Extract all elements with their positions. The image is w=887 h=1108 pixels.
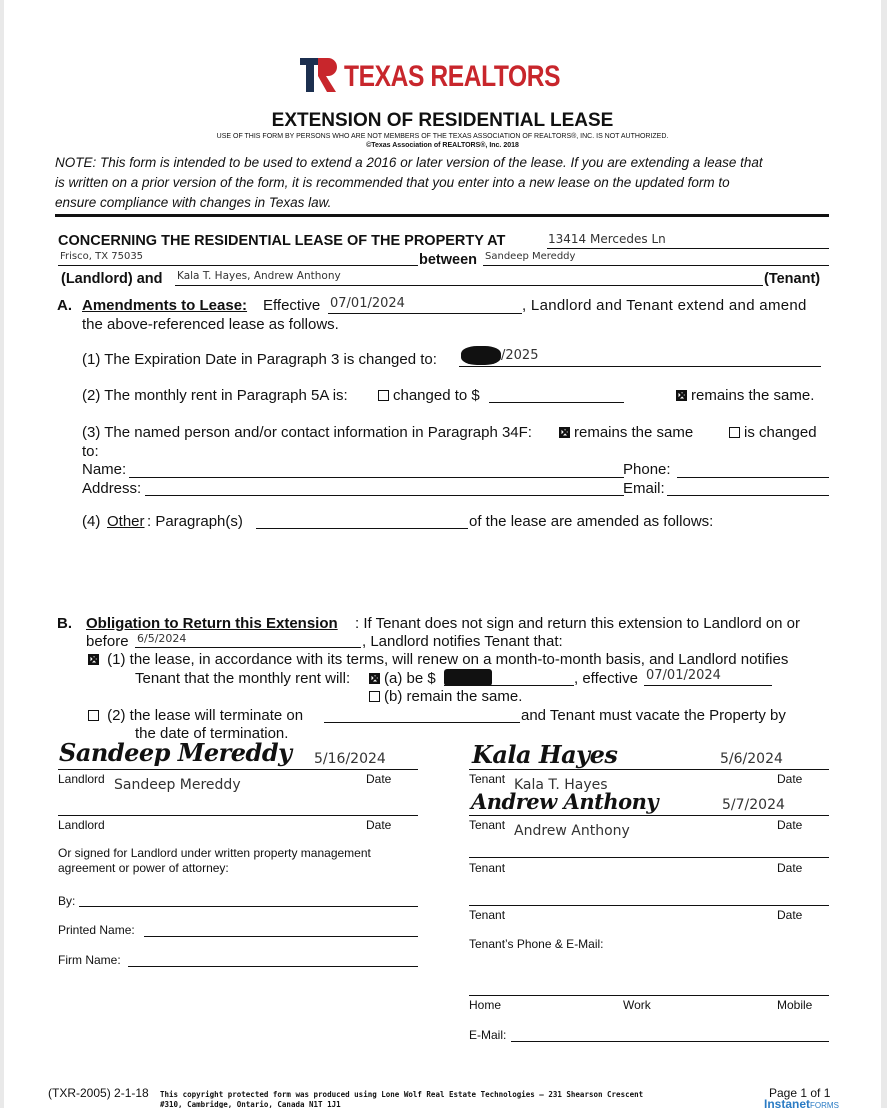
option-1a-label: (a) be $ <box>384 670 436 687</box>
option-2-rest: and Tenant must vacate the Property by <box>521 707 786 724</box>
landlord-line <box>483 265 829 266</box>
firm-name-label: Firm Name: <box>58 953 121 967</box>
expiration-line <box>459 366 821 367</box>
tenant-label-2: Tenant <box>469 818 506 832</box>
option-1-label: (1) the lease, in accordance with its terms, will renew on a month-to-month basis, and Landlord notifies <box>107 651 789 668</box>
tenant-2-signature-date[interactable]: 5/7/2024 <box>722 797 785 813</box>
producer-line-2: #310, Cambridge, Ontario, Canada N1T 1J1 <box>160 1100 341 1108</box>
landlord-sig-line <box>58 769 418 770</box>
option-1-checkbox[interactable] <box>88 654 99 665</box>
instanet-text: Instanet <box>764 1097 811 1108</box>
tenant-names-field[interactable]: Kala T. Hayes, Andrew Anthony <box>177 270 341 282</box>
tenant-email-field[interactable] <box>511 1041 829 1042</box>
tenant-date-label-4: Date <box>777 908 803 922</box>
monthly-rent-field[interactable] <box>444 685 574 686</box>
tenant-label-4: Tenant <box>469 908 506 922</box>
tenant-1-sig-line <box>469 769 829 770</box>
rent-changed-option[interactable] <box>378 387 480 404</box>
tenant-1-signature: Kala Hayes <box>472 740 618 769</box>
page-number: Page 1 of 1 <box>769 1086 831 1100</box>
landlord-and-label: (Landlord) and <box>61 271 163 287</box>
landlord-name-field[interactable]: Sandeep Mereddy <box>485 251 576 262</box>
option-2-line-2: the date of termination. <box>135 725 289 742</box>
option-1a-checkbox[interactable] <box>369 673 380 684</box>
landlord-2-sig-field[interactable] <box>58 815 418 816</box>
section-a-heading: Amendments to Lease: <box>82 297 248 314</box>
effective-label: Effective <box>263 297 321 314</box>
name-field[interactable] <box>129 477 624 478</box>
effective-b-line <box>644 685 772 686</box>
by-field[interactable] <box>79 906 418 907</box>
work-label: Work <box>623 998 651 1012</box>
section-b-text-2: , Landlord notifies Tenant that: <box>362 633 563 650</box>
tenant-contact-label: Tenant’s Phone & E-Mail: <box>469 937 604 951</box>
tenant-label-1: Tenant <box>469 772 506 786</box>
return-by-date-field[interactable]: 6/5/2024 <box>137 632 187 645</box>
item-4-other: Other <box>107 513 145 530</box>
contact-changed-checkbox[interactable] <box>729 427 740 438</box>
home-label: Home <box>469 998 502 1012</box>
concerning-label: CONCERNING THE RESIDENTIAL LEASE OF THE PROPERTY AT <box>58 233 506 249</box>
instanet-suffix: FORMS <box>810 1101 839 1108</box>
item-4-paragraphs: : Paragraph(s) <box>147 513 243 530</box>
tenant-date-label-3: Date <box>777 861 803 875</box>
rent-remains-checkbox[interactable] <box>676 390 687 401</box>
rent-changed-label: changed to $ <box>393 387 480 404</box>
option-1a[interactable] <box>369 670 436 687</box>
email-field[interactable] <box>667 495 829 496</box>
rent-amount-line <box>489 402 624 403</box>
document-page <box>4 0 881 1108</box>
tenant-2-signature: Andrew Anthony <box>471 789 659 814</box>
option-1b-checkbox[interactable] <box>369 691 380 702</box>
item-3-label: (3) The named person and/or contact information in Paragraph 34F: <box>82 424 532 441</box>
producer-line-1: This copyright protected form was produced using Lone Wolf Real Estate Technologies – 231 Shearson Crescent <box>160 1090 644 1099</box>
section-b-text-1: : If Tenant does not sign and return this extension to Landlord on or <box>355 615 801 632</box>
pm-text-1: Or signed for Landlord under written property management <box>58 846 371 860</box>
contact-remains-label: remains the same <box>574 424 694 441</box>
mobile-label: Mobile <box>777 998 813 1012</box>
rent-changed-checkbox[interactable] <box>378 390 389 401</box>
before-date-line <box>135 647 361 648</box>
tenant-1-signature-date[interactable]: 5/6/2024 <box>720 751 783 767</box>
property-address-line-1[interactable]: 13414 Mercedes Ln <box>548 232 666 246</box>
rent-remains-label: remains the same. <box>691 387 815 404</box>
section-a-text: , Landlord and Tenant extend and amend <box>522 297 807 314</box>
phone-field[interactable] <box>677 477 829 478</box>
tenant-3-sig-field[interactable] <box>469 857 829 858</box>
terminate-date-field[interactable] <box>324 722 520 723</box>
pm-text-2: agreement or power of attorney: <box>58 861 229 875</box>
landlord-signature-date[interactable]: 5/16/2024 <box>314 751 386 767</box>
item-4-rest: of the lease are amended as follows: <box>469 513 714 530</box>
option-1b-label: (b) remain the same. <box>384 688 523 705</box>
item-2-label: (2) The monthly rent in Paragraph 5A is: <box>82 387 348 404</box>
texas-realtors-logo-icon <box>300 58 340 92</box>
printed-name-label: Printed Name: <box>58 923 135 937</box>
contact-remains-option[interactable] <box>559 424 693 441</box>
tenant-date-label-1: Date <box>777 772 803 786</box>
tenant-label: (Tenant) <box>764 271 821 287</box>
tenant-email-label: E-Mail: <box>469 1028 507 1042</box>
tenant-phone-field[interactable] <box>469 995 829 996</box>
section-a-letter: A. <box>57 297 72 314</box>
tenant-line <box>175 285 763 286</box>
tenant-2-sig-line <box>469 815 829 816</box>
address-line-1 <box>547 248 829 249</box>
section-b-heading: Obligation to Return this Extension <box>86 615 338 632</box>
tenant-1-printed-name: Kala T. Hayes <box>514 777 608 793</box>
tenant-date-label-2: Date <box>777 818 803 832</box>
tenant-4-sig-field[interactable] <box>469 905 829 906</box>
landlord-signature: Sandeep Mereddy <box>59 738 292 767</box>
between-label: between <box>419 252 478 268</box>
contact-remains-checkbox[interactable] <box>559 427 570 438</box>
printed-name-field[interactable] <box>144 936 418 937</box>
item-3-to: to: <box>82 443 99 460</box>
item-1-label: (1) The Expiration Date in Paragraph 3 is changed to: <box>82 351 437 368</box>
form-id: (TXR-2005) 2-1-18 <box>48 1086 149 1100</box>
expiration-date-field[interactable]: /2025 <box>501 348 539 363</box>
option-1b[interactable] <box>369 688 522 705</box>
landlord-date-label-2: Date <box>366 818 392 832</box>
firm-name-field[interactable] <box>128 966 418 967</box>
email-label: Email: <box>623 480 665 497</box>
redaction <box>461 346 501 365</box>
note-line-2: is written on a prior version of the form, it is recommended that you enter into a new lease on the updated form to <box>55 175 730 190</box>
rent-remains-option[interactable] <box>676 387 814 404</box>
before-label: before <box>86 633 129 650</box>
name-label: Name: <box>82 461 127 478</box>
contact-changed-label: is changed <box>744 424 817 441</box>
landlord-printed-name: Sandeep Mereddy <box>114 777 241 793</box>
option-1-line-2: Tenant that the monthly rent will: <box>135 670 351 687</box>
usage-notice: USE OF THIS FORM BY PERSONS WHO ARE NOT MEMBERS OF THE TEXAS ASSOCIATION OF REALTORS®, INC. IS NOT AUTHORIZED. <box>216 133 669 140</box>
effective-label-b: , effective <box>574 670 638 687</box>
property-address-line-2[interactable]: Frisco, TX 75035 <box>60 251 144 262</box>
effective-line <box>328 313 522 314</box>
tenant-2-printed-name: Andrew Anthony <box>514 823 630 839</box>
effective-date-b-field[interactable]: 07/01/2024 <box>646 668 721 683</box>
form-title: EXTENSION OF RESIDENTIAL LEASE <box>271 110 614 131</box>
tenant-label-3: Tenant <box>469 861 506 875</box>
paragraphs-field[interactable] <box>256 528 468 529</box>
address-field[interactable] <box>145 495 624 496</box>
option-2-checkbox[interactable] <box>88 710 99 721</box>
brand-name: TEXAS REALTORS <box>344 60 561 93</box>
phone-label: Phone: <box>623 461 671 478</box>
landlord-date-label-1: Date <box>366 772 392 786</box>
by-label: By: <box>58 894 76 908</box>
divider <box>55 214 829 217</box>
instanet-logo <box>764 1097 839 1108</box>
section-a-text-2: the above-referenced lease as follows. <box>82 316 339 333</box>
option-2-label: (2) the lease will terminate on <box>107 707 304 724</box>
address-line-2 <box>58 265 418 266</box>
landlord-label-2: Landlord <box>58 818 105 832</box>
redaction <box>444 669 492 686</box>
section-b-letter: B. <box>57 615 72 632</box>
address-label: Address: <box>82 480 142 497</box>
note-line-3: ensure compliance with changes in Texas law. <box>55 195 332 210</box>
copyright: ©Texas Association of REALTORS®, Inc. 2018 <box>366 142 519 149</box>
option-2-line-1[interactable] <box>88 707 303 724</box>
option-1-line-1[interactable] <box>88 651 788 668</box>
landlord-label-1: Landlord <box>58 772 105 786</box>
effective-date-field[interactable]: 07/01/2024 <box>330 296 405 311</box>
note-line-1: NOTE: This form is intended to be used to extend a 2016 or later version of the lease. If you are extending a lease that <box>55 155 763 170</box>
item-4-number: (4) <box>82 513 101 530</box>
contact-changed-option[interactable] <box>729 424 817 441</box>
